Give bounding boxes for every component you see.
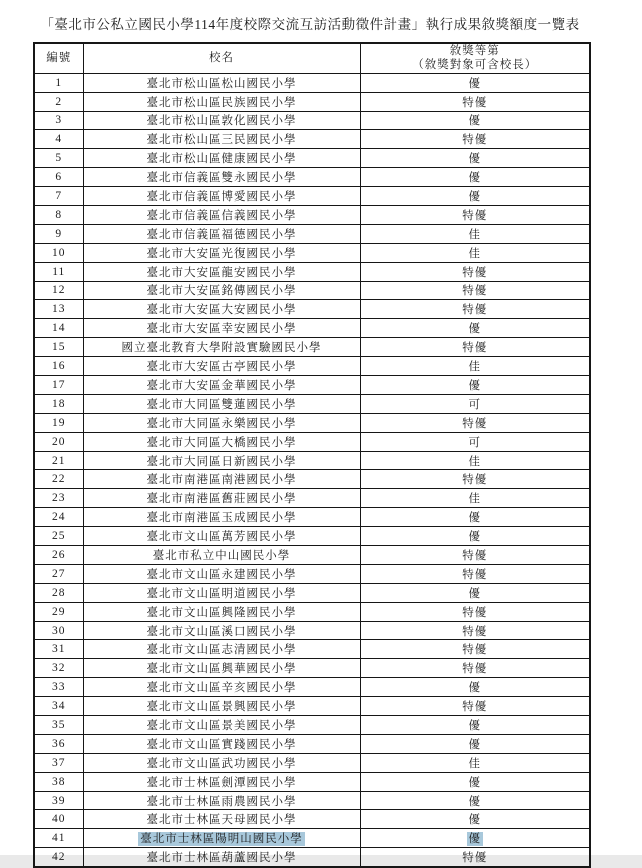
row-number-cell: 17: [34, 376, 83, 395]
school-name-text: 臺北市文山區辛亥國民小學: [146, 682, 297, 695]
row-number-cell: 37: [34, 753, 83, 772]
school-name-text: 臺北市大安區金華國民小學: [146, 379, 297, 392]
school-name-cell: [83, 262, 360, 281]
row-number-cell: 34: [34, 697, 83, 716]
award-grade-text: 特優: [462, 474, 488, 487]
header-school-name: [83, 43, 360, 73]
award-grade-text: 優: [468, 833, 481, 846]
school-name-cell: [83, 376, 360, 395]
award-grade-cell: [360, 621, 590, 640]
table-row: [34, 357, 590, 376]
table-row: [34, 262, 590, 281]
school-name-cell: [83, 130, 360, 149]
row-number-cell: 31: [34, 640, 83, 659]
award-grade-cell: [360, 205, 590, 224]
school-name-cell: [83, 489, 360, 508]
row-number-cell: 22: [34, 470, 83, 489]
award-grade-cell: [360, 602, 590, 621]
school-name-text: 臺北市松山區敦化國民小學: [146, 115, 297, 128]
award-grade-cell: [360, 678, 590, 697]
school-name-text: 臺北市大同區雙蓮國民小學: [146, 398, 297, 411]
table-row: [34, 338, 590, 357]
table-row: [34, 432, 590, 451]
school-name-cell: [83, 413, 360, 432]
row-number-cell: 18: [34, 394, 83, 413]
table-body: [34, 73, 590, 867]
award-grade-cell: [360, 640, 590, 659]
award-grade-text: 佳: [468, 247, 481, 260]
table-row: [34, 168, 590, 187]
award-grade-text: 特優: [462, 134, 488, 147]
school-name-text: 臺北市大同區大橋國民小學: [146, 436, 297, 449]
award-grade-text: 優: [468, 77, 481, 90]
table-row: [34, 848, 590, 867]
school-name-text: 臺北市文山區實踐國民小學: [146, 738, 297, 751]
school-name-text: 臺北市文山區溪口國民小學: [146, 625, 297, 638]
row-number-cell: 5: [34, 149, 83, 168]
row-number-cell: 29: [34, 602, 83, 621]
award-grade-cell: [360, 489, 590, 508]
table-row: [34, 810, 590, 829]
table-row: [34, 394, 590, 413]
school-name-cell: [83, 357, 360, 376]
row-number-cell: 33: [34, 678, 83, 697]
award-grade-text: 優: [468, 682, 481, 695]
table-row: [34, 224, 590, 243]
award-grade-text: 特優: [462, 342, 488, 355]
school-name-cell: [83, 640, 360, 659]
school-name-text: 臺北市信義區信義國民小學: [146, 209, 297, 222]
school-name-cell: [83, 659, 360, 678]
award-grade-cell: [360, 357, 590, 376]
award-grade-text: 特優: [462, 701, 488, 714]
header-number: [34, 43, 83, 73]
row-number-cell: 4: [34, 130, 83, 149]
table-row: [34, 564, 590, 583]
table-row: [34, 205, 590, 224]
table-row: [34, 413, 590, 432]
row-number-cell: 39: [34, 791, 83, 810]
table-row-highlighted: [34, 829, 590, 848]
award-grade-cell: [360, 168, 590, 187]
award-grade-cell: [360, 187, 590, 206]
school-name-cell: [83, 829, 360, 848]
table-row: [34, 73, 590, 92]
school-name-text: 臺北市私立中山國民小學: [152, 549, 291, 562]
table-row: [34, 243, 590, 262]
table-row: [34, 716, 590, 735]
school-name-text: 臺北市南港區南港國民小學: [146, 474, 297, 487]
table-row: [34, 602, 590, 621]
school-name-cell: [83, 848, 360, 867]
table-row: [34, 130, 590, 149]
award-grade-text: 優: [468, 814, 481, 827]
school-name-text: 臺北市文山區永建國民小學: [146, 568, 297, 581]
header-award-line2: （敘獎對象可含校長）: [412, 59, 538, 72]
award-grade-cell: [360, 659, 590, 678]
table-row: [34, 583, 590, 602]
table-row: [34, 111, 590, 130]
award-grade-cell: [360, 319, 590, 338]
award-grade-cell: [360, 753, 590, 772]
table-row: [34, 319, 590, 338]
table-row: [34, 640, 590, 659]
row-number-cell: 24: [34, 508, 83, 527]
award-grade-text: 特優: [462, 625, 488, 638]
row-number-cell: 28: [34, 583, 83, 602]
award-grade-text: 佳: [468, 493, 481, 506]
table-row: [34, 697, 590, 716]
award-grade-cell: [360, 130, 590, 149]
table-row: [34, 621, 590, 640]
award-grade-text: 特優: [462, 209, 488, 222]
row-number-cell: 3: [34, 111, 83, 130]
school-name-cell: [83, 734, 360, 753]
award-grade-cell: [360, 413, 590, 432]
award-grade-text: 特優: [462, 285, 488, 298]
table-row: [34, 546, 590, 565]
row-number-cell: 38: [34, 772, 83, 791]
school-name-text: 臺北市文山區武功國民小學: [146, 757, 297, 770]
school-name-text: 臺北市大安區光復國民小學: [146, 247, 297, 260]
award-grade-cell: [360, 281, 590, 300]
award-grade-text: 可: [468, 436, 481, 449]
award-grade-text: 優: [468, 379, 481, 392]
award-grade-text: 特優: [462, 852, 488, 865]
row-number-cell: 25: [34, 527, 83, 546]
school-name-text: 臺北市大安區銘傳國民小學: [146, 285, 297, 298]
award-grade-cell: [360, 338, 590, 357]
school-name-text: 臺北市士林區雨農國民小學: [146, 795, 297, 808]
header-number-label: 編號: [46, 52, 72, 65]
award-grade-cell: [360, 376, 590, 395]
row-number-cell: 6: [34, 168, 83, 187]
award-grade-text: 特優: [462, 549, 488, 562]
school-name-cell: [83, 205, 360, 224]
award-grade-cell: [360, 451, 590, 470]
row-number-cell: 23: [34, 489, 83, 508]
school-name-text: 臺北市文山區景美國民小學: [146, 719, 297, 732]
award-grade-cell: [360, 508, 590, 527]
row-number-cell: 16: [34, 357, 83, 376]
award-grade-text: 優: [468, 172, 481, 185]
school-name-text: 臺北市文山區志清國民小學: [146, 644, 297, 657]
table-row: [34, 659, 590, 678]
school-name-text: 臺北市文山區景興國民小學: [146, 701, 297, 714]
school-name-text: 臺北市士林區葫蘆國民小學: [146, 852, 297, 865]
school-name-text: 臺北市大安區幸安國民小學: [146, 323, 297, 336]
school-name-cell: [83, 678, 360, 697]
row-number-cell: 30: [34, 621, 83, 640]
row-number-cell: 9: [34, 224, 83, 243]
school-name-text: 臺北市信義區博愛國民小學: [146, 191, 297, 204]
award-grade-cell: [360, 848, 590, 867]
school-name-cell: [83, 564, 360, 583]
table-row: [34, 451, 590, 470]
row-number-cell: 20: [34, 432, 83, 451]
row-number-cell: 26: [34, 546, 83, 565]
school-name-cell: [83, 338, 360, 357]
school-name-cell: [83, 451, 360, 470]
award-grade-text: 特優: [462, 606, 488, 619]
school-name-cell: [83, 300, 360, 319]
award-grade-text: 優: [468, 531, 481, 544]
page-title: 「臺北市公私立國民小學114年度校際交流互訪活動徵件計畫」執行成果敘獎額度一覽表: [40, 17, 580, 32]
school-name-text: 國立臺北教育大學附設實驗國民小學: [121, 342, 322, 355]
school-name-cell: [83, 111, 360, 130]
table-row: [34, 187, 590, 206]
award-grade-cell: [360, 432, 590, 451]
award-grade-cell: [360, 810, 590, 829]
school-name-text: 臺北市文山區明道國民小學: [146, 587, 297, 600]
school-name-cell: [83, 810, 360, 829]
row-number-cell: 15: [34, 338, 83, 357]
award-grade-cell: [360, 697, 590, 716]
school-name-cell: [83, 432, 360, 451]
table-row: [34, 734, 590, 753]
school-name-cell: [83, 149, 360, 168]
school-name-cell: [83, 772, 360, 791]
award-grade-text: 佳: [468, 361, 481, 374]
award-grade-cell: [360, 149, 590, 168]
award-grade-cell: [360, 111, 590, 130]
school-name-text: 臺北市松山區健康國民小學: [146, 153, 297, 166]
award-grade-cell: [360, 470, 590, 489]
award-grade-text: 優: [468, 587, 481, 600]
row-number-cell: 8: [34, 205, 83, 224]
school-name-text: 臺北市信義區雙永國民小學: [146, 172, 297, 185]
award-grade-text: 優: [468, 776, 481, 789]
award-grade-text: 優: [468, 738, 481, 751]
award-grade-cell: [360, 92, 590, 111]
award-grade-cell: [360, 73, 590, 92]
award-grade-text: 優: [468, 115, 481, 128]
row-number-cell: 13: [34, 300, 83, 319]
award-grade-text: 可: [468, 398, 481, 411]
school-name-text: 臺北市士林區陽明山國民小學: [140, 833, 303, 846]
table-row: [34, 753, 590, 772]
award-grade-text: 特優: [462, 96, 488, 109]
school-name-cell: [83, 546, 360, 565]
table-row: [34, 281, 590, 300]
row-number-cell: 2: [34, 92, 83, 111]
school-name-cell: [83, 621, 360, 640]
award-grade-cell: [360, 829, 590, 848]
table-row: [34, 489, 590, 508]
school-name-cell: [83, 508, 360, 527]
award-grade-cell: [360, 224, 590, 243]
row-number-cell: 11: [34, 262, 83, 281]
award-grade-cell: [360, 583, 590, 602]
award-grade-cell: [360, 243, 590, 262]
award-grade-cell: [360, 791, 590, 810]
award-grade-text: 優: [468, 795, 481, 808]
row-number-cell: 41: [34, 829, 83, 848]
table-row: [34, 149, 590, 168]
school-name-cell: [83, 583, 360, 602]
school-name-cell: [83, 602, 360, 621]
award-grade-text: 特優: [462, 663, 488, 676]
award-grade-text: 特優: [462, 644, 488, 657]
school-name-text: 臺北市文山區興華國民小學: [146, 663, 297, 676]
table-row: [34, 376, 590, 395]
school-name-text: 臺北市南港區玉成國民小學: [146, 512, 297, 525]
school-name-cell: [83, 224, 360, 243]
school-name-cell: [83, 470, 360, 489]
table-row: [34, 527, 590, 546]
award-grade-text: 特優: [462, 266, 488, 279]
award-grade-cell: [360, 527, 590, 546]
row-number-cell: 19: [34, 413, 83, 432]
row-number-cell: 42: [34, 848, 83, 867]
school-name-text: 臺北市大同區日新國民小學: [146, 455, 297, 468]
row-number-cell: 1: [34, 73, 83, 92]
school-name-cell: [83, 73, 360, 92]
school-name-cell: [83, 187, 360, 206]
award-grade-text: 特優: [462, 568, 488, 581]
award-grade-text: 佳: [468, 228, 481, 241]
row-number-cell: 7: [34, 187, 83, 206]
school-name-text: 臺北市大安區大安國民小學: [146, 304, 297, 317]
school-name-text: 臺北市士林區天母國民小學: [146, 814, 297, 827]
school-name-text: 臺北市南港區舊莊國民小學: [146, 493, 297, 506]
school-name-cell: [83, 319, 360, 338]
row-number-cell: 40: [34, 810, 83, 829]
school-name-cell: [83, 168, 360, 187]
school-name-text: 臺北市文山區萬芳國民小學: [146, 531, 297, 544]
award-grade-text: 佳: [468, 757, 481, 770]
row-number-cell: 27: [34, 564, 83, 583]
award-grade-cell: [360, 734, 590, 753]
row-number-cell: 14: [34, 319, 83, 338]
row-number-cell: 12: [34, 281, 83, 300]
header-award-grade: [360, 43, 590, 73]
table-header-row: [34, 43, 590, 73]
row-number-cell: 21: [34, 451, 83, 470]
award-grade-cell: [360, 546, 590, 565]
school-name-text: 臺北市大同區永樂國民小學: [146, 417, 297, 430]
award-grade-text: 優: [468, 153, 481, 166]
row-number-cell: 35: [34, 716, 83, 735]
award-table: [33, 42, 591, 868]
award-grade-cell: [360, 564, 590, 583]
header-award-line1: 敘獎等第: [449, 45, 500, 57]
row-number-cell: 10: [34, 243, 83, 262]
award-grade-cell: [360, 394, 590, 413]
table-row: [34, 470, 590, 489]
table-row: [34, 508, 590, 527]
school-name-text: 臺北市大安區古亭國民小學: [146, 361, 297, 374]
school-name-cell: [83, 791, 360, 810]
school-name-cell: [83, 753, 360, 772]
school-name-cell: [83, 243, 360, 262]
row-number-cell: 36: [34, 734, 83, 753]
row-number-cell: 32: [34, 659, 83, 678]
table-row: [34, 772, 590, 791]
award-grade-cell: [360, 772, 590, 791]
award-grade-cell: [360, 716, 590, 735]
school-name-text: 臺北市松山區松山國民小學: [146, 77, 297, 90]
award-grade-text: 優: [468, 512, 481, 525]
school-name-text: 臺北市文山區興隆國民小學: [146, 606, 297, 619]
school-name-cell: [83, 92, 360, 111]
school-name-cell: [83, 527, 360, 546]
award-grade-cell: [360, 300, 590, 319]
school-name-text: 臺北市士林區劍潭國民小學: [146, 776, 297, 789]
award-grade-text: 優: [468, 191, 481, 204]
school-name-cell: [83, 697, 360, 716]
school-name-cell: [83, 394, 360, 413]
school-name-text: 臺北市信義區福德國民小學: [146, 228, 297, 241]
award-grade-text: 特優: [462, 304, 488, 317]
school-name-text: 臺北市松山區民族國民小學: [146, 96, 297, 109]
award-grade-cell: [360, 262, 590, 281]
header-school-label: 校名: [209, 52, 234, 65]
school-name-cell: [83, 716, 360, 735]
award-grade-text: 優: [468, 719, 481, 732]
table-row: [34, 92, 590, 111]
award-grade-text: 特優: [462, 417, 488, 430]
table-row: [34, 678, 590, 697]
table-row: [34, 791, 590, 810]
school-name-cell: [83, 281, 360, 300]
award-grade-text: 佳: [468, 455, 481, 468]
school-name-text: 臺北市松山區三民國民小學: [146, 134, 297, 147]
award-grade-text: 優: [468, 323, 481, 336]
school-name-text: 臺北市大安區龍安國民小學: [146, 266, 297, 279]
table-row: [34, 300, 590, 319]
